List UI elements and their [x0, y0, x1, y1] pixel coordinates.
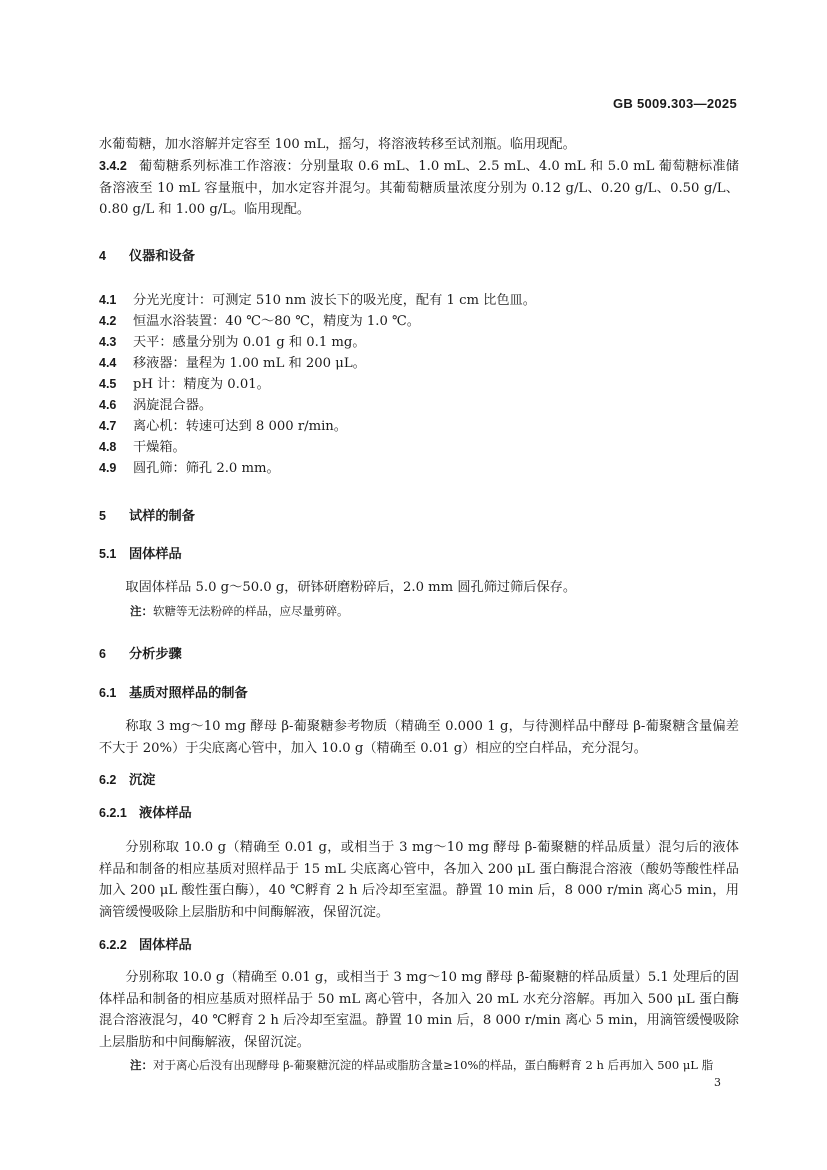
- item-text: 涡旋混合器。: [133, 398, 213, 413]
- section-title: 基质对照样品的制备: [129, 686, 248, 701]
- section-number: 5: [99, 509, 106, 523]
- equipment-item: [99, 290, 536, 311]
- item-number: 4.3: [99, 335, 117, 349]
- section-number: 4: [99, 249, 106, 263]
- paragraph-6-2-1: 分别称取 10.0 g（精确至 0.01 g，或相当于 3 mg～10 mg 酵母 β-葡聚糖的样品质量）混匀后的液体样品和制备的相应基质对照样品于 15 mL 尖底离心管中，各加入 200 μL 蛋白酶混合溶液（酸奶等酸性样品加入 200 μL 酸性蛋白酶），40 ℃孵育 2 h 后冷却至室温。静置 10 min 后，8 000 r/min 离心5 min，用滴管缓慢吸除上层脂肪和中间酶解液，保留沉淀。: [99, 840, 739, 920]
- note-2: [130, 1056, 740, 1074]
- item-number: 4.5: [99, 377, 117, 391]
- item-number: 4.4: [99, 356, 117, 370]
- item-text: 干燥箱。: [133, 440, 186, 455]
- note-1: [130, 602, 740, 620]
- item-text: 移液器：量程为 1.00 mL 和 200 μL。: [133, 356, 366, 371]
- section-number: 6: [99, 647, 106, 661]
- item-text: 分光光度计：可测定 510 nm 波长下的吸光度，配有 1 cm 比色皿。: [133, 293, 536, 308]
- equipment-item: [99, 332, 366, 353]
- subsection-5-1-heading: [99, 544, 182, 565]
- item-number: 4.8: [99, 440, 117, 454]
- equipment-item: [99, 311, 420, 332]
- clause-text: 葡萄糖系列标准工作溶液：分别量取 0.6 mL、1.0 mL、2.5 mL、4.0 mL 和 5.0 mL 葡萄糖标准储备溶液至 10 mL 容量瓶中，加水定容并混匀。其葡萄糖质量浓度分别为 0.12 g/L、0.20 g/L、0.50 g/L、0.80 g/L 和 1.00 g/L。临用现配。: [99, 159, 739, 217]
- section-title: 沉淀: [129, 773, 156, 788]
- paragraph-6-1: 称取 3 mg～10 mg 酵母 β-葡聚糖参考物质（精确至 0.000 1 g，与待测样品中酵母 β-葡聚糖含量偏差不大于 20%）于尖底离心管中，加入 10.0 g（精确至 0.01 g）相应的空白样品，充分混匀。: [99, 719, 739, 756]
- item-number: 4.6: [99, 398, 117, 412]
- clause-3-4-2: [99, 156, 739, 221]
- section-number: 6.2.1: [99, 806, 127, 820]
- subsection-6-1-heading: [99, 683, 248, 704]
- section-6-heading: [99, 644, 182, 665]
- section-title: 试样的制备: [129, 509, 195, 524]
- clause-number: 3.4.2: [99, 159, 127, 173]
- equipment-item: [99, 395, 212, 416]
- section-number: 6.1: [99, 686, 117, 700]
- equipment-item: [99, 458, 280, 479]
- paragraph-continued: 水葡萄糖，加水溶解并定容至 100 mL，摇匀，将溶液转移至试剂瓶。临用现配。: [99, 137, 576, 152]
- item-text: pH 计：精度为 0.01。: [133, 377, 270, 392]
- section-number: 6.2.2: [99, 938, 127, 952]
- section-title: 液体样品: [139, 806, 192, 821]
- item-text: 离心机：转速可达到 8 000 r/min。: [133, 419, 347, 434]
- note-text: 对于离心后没有出现酵母 β-葡聚糖沉淀的样品或脂肪含量≥10%的样品，蛋白酶孵育 2 h 后再加入 500 μL 脂: [153, 1058, 714, 1072]
- section-number: 6.2: [99, 773, 117, 787]
- section-5-heading: [99, 506, 195, 527]
- section-number: 5.1: [99, 547, 117, 561]
- section-title: 固体样品: [139, 938, 192, 953]
- equipment-item: [99, 416, 347, 437]
- equipment-item: [99, 437, 186, 458]
- note-label: 注：: [130, 604, 153, 618]
- section-title: 固体样品: [129, 547, 182, 562]
- subsection-6-2-heading: [99, 770, 155, 791]
- section-4-heading: [99, 246, 195, 267]
- subsection-6-2-2-heading: [99, 935, 192, 956]
- item-number: 4.2: [99, 314, 117, 328]
- standard-code: GB 5009.303—2025: [612, 96, 737, 111]
- equipment-item: [99, 374, 270, 395]
- page-number: 3: [714, 1076, 721, 1089]
- item-text: 圆孔筛：筛孔 2.0 mm。: [133, 461, 280, 476]
- item-text: 恒温水浴装置：40 ℃～80 ℃，精度为 1.0 ℃。: [133, 314, 420, 329]
- section-title: 仪器和设备: [129, 249, 195, 264]
- item-number: 4.1: [99, 293, 117, 307]
- section-title: 分析步骤: [129, 647, 182, 662]
- item-text: 天平：感量分别为 0.01 g 和 0.1 mg。: [133, 335, 366, 350]
- item-number: 4.9: [99, 461, 117, 475]
- equipment-item: [99, 353, 366, 374]
- item-number: 4.7: [99, 419, 117, 433]
- subsection-6-2-1-heading: [99, 803, 192, 824]
- paragraph-6-2-2: 分别称取 10.0 g（精确至 0.01 g，或相当于 3 mg～10 mg 酵母 β-葡聚糖的样品质量）5.1 处理后的固体样品和制备的相应基质对照样品于 50 mL 离心管中，各加入 20 mL 水充分溶解。再加入 500 μL 蛋白酶混合溶液混匀，40 ℃孵育 2 h 后冷却至室温。静置 10 min 后，8 000 r/min 离心 5 min，用滴管缓慢吸除上层脂肪和中间酶解液，保留沉淀。: [99, 970, 739, 1050]
- note-label: 注：: [130, 1058, 153, 1072]
- note-text: 软糖等无法粉碎的样品，应尽量剪碎。: [153, 604, 349, 618]
- paragraph-5-1: 取固体样品 5.0 g～50.0 g，研钵研磨粉碎后，2.0 mm 圆孔筛过筛后保存。: [125, 580, 577, 595]
